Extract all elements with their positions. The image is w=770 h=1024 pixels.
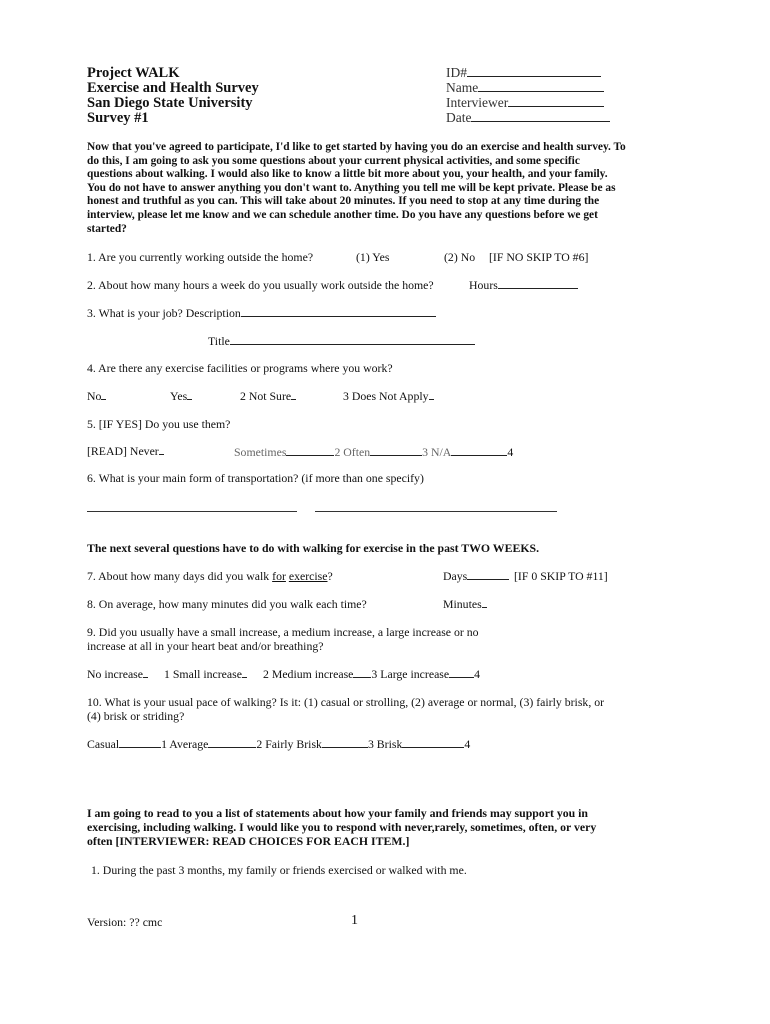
q7-skip-instruction: [IF 0 SKIP TO #11] [514,569,608,583]
q1-no-option[interactable]: (2) No [444,250,476,264]
q2-text: 2. About how many hours a week do you usually work outside the home? [87,278,434,292]
q3-description-blank [241,306,436,317]
q6-answer-line-1[interactable] [87,511,297,512]
q4-na-blank [429,389,434,400]
q4-text: 4. Are there any exercise facilities or programs where you work? [87,361,393,375]
interviewer-label: Interviewer [446,95,509,110]
q4-yes-label: Yes [170,389,188,403]
q5-four-label: 4 [507,445,514,459]
q3-title-blank [230,334,475,345]
q9-options[interactable] [87,667,480,681]
q6-text: 6. What is your main form of transportation? (if more than one specify) [87,471,424,485]
q9-small-increase-label: 1 Small increase [164,667,242,681]
q10-text: 10. What is your usual pace of walking? Is it: (1) casual or strolling, (2) average or normal, (3) fairly brisk, or (4) brisk or striding? [87,695,605,723]
survey-title: Exercise and Health Survey [87,80,259,96]
q5-never-blank [159,444,164,455]
support-item-1: 1. During the past 3 months, my family or friends exercised or walked with me. [91,863,467,877]
q7-text [87,569,333,583]
q9-large-increase-blank [449,667,474,678]
support-section-intro: I am going to read to you a list of statements about how your family and friends may support you in exercising, including walking. I would like you to respond with never,rarely, sometimes, often, or very often [INTERVIEWER: READ CHOICES FOR EACH ITEM.] [87,806,597,848]
q1-yes-option[interactable]: (1) Yes [356,250,390,264]
q4-na-option[interactable] [343,389,434,403]
q4-no-option[interactable] [87,389,106,403]
q9-no-increase-blank [143,667,148,678]
q9-text: 9. Did you usually have a small increase, a medium increase, a large increase or no increase at all in your heart beat and/or breathing? [87,625,479,653]
q4-no-label: No [87,389,102,403]
q10-casual-label: Casual [87,737,120,751]
q5-na-label: 3 N/A [422,445,452,459]
q6-answer-line-2[interactable] [315,511,557,512]
q1-text: 1. Are you currently working outside the home? [87,250,314,264]
q10-options[interactable] [87,737,470,751]
q8-text: 8. On average, how many minutes did you walk each time? [87,597,367,611]
q5-often-blank [370,445,422,456]
name-label: Name [446,80,479,95]
q8-minutes-blank [482,597,487,608]
walking-section-heading: The next several questions have to do with walking for exercise in the past TWO WEEKS. [87,541,540,555]
university-name: San Diego State University [87,95,253,111]
q3-description-field[interactable] [87,306,436,320]
q5-na-blank [451,445,507,456]
q9-no-increase-label: No increase [87,667,144,681]
q10-fairly-brisk-label: 2 Fairly Brisk [256,737,322,751]
q2-hours-field[interactable] [469,278,578,292]
q4-na-label: 3 Does Not Apply [343,389,429,403]
q4-not-sure-label: 2 Not Sure [240,389,292,403]
q10-casual-blank [119,737,161,748]
q7-text-start: 7. About how many days did you walk [87,569,273,583]
q5-sometimes-label: Sometimes [234,445,287,459]
q3-title-field[interactable] [208,334,475,348]
q8-minutes-field[interactable] [443,597,487,611]
q5-often-label: 2 Often [334,445,371,459]
q3-text: 3. What is your job? Description [87,306,241,320]
interviewer-field[interactable] [446,95,604,111]
q9-small-increase-blank [242,667,247,678]
date-label: Date [446,110,472,125]
name-blank [478,80,604,92]
q5-never-label: [READ] Never [87,444,159,458]
q10-four-label: 4 [464,737,471,751]
q8-minutes-label: Minutes [443,597,482,611]
survey-number: Survey #1 [87,110,149,126]
q5-text: 5. [IF YES] Do you use them? [87,417,231,431]
q9-four-label: 4 [474,667,481,681]
q4-yes-option[interactable] [170,389,192,403]
q7-text-exercise: exercise [288,569,328,583]
q7-text-end: ? [327,569,333,583]
intro-paragraph: Now that you've agreed to participate, I'd like to get started by having you do an exercise and health survey. To do this, I am going to ask you some questions about your current physical activities, and some specific questions about walking. I would also like to know a little bit more about you, your health, and your family. You do not have to answer anything you don't want to. Anything you tell me will be kept private. Please be as honest and truthful as you can. This will take about 20 minutes. If you need to stop at any time during the interview, please let me know and we can schedule another time. Do you have any questions before we get started? [87,141,626,235]
id-label: ID# [446,65,467,80]
q9-medium-increase-blank [353,667,371,678]
q4-yes-blank [187,389,192,400]
q9-medium-increase-label: 2 Medium increase [262,667,354,681]
q7-text-for: for [272,569,286,583]
q5-never-option[interactable] [87,444,164,458]
interviewer-blank [508,95,604,107]
q5-sometimes-blank [286,445,334,456]
q10-brisk-label: 3 Brisk [367,737,403,751]
page-number: 1 [351,913,358,928]
q2-hours-blank [498,278,578,289]
q4-not-sure-option[interactable] [240,389,296,403]
date-field[interactable] [446,110,610,126]
q10-fairly-brisk-blank [322,737,368,748]
date-blank [471,110,610,122]
project-title: Project WALK [87,65,180,81]
q7-days-label: Days [443,569,468,583]
id-blank [467,65,601,77]
q10-average-label: 1 Average [161,737,209,751]
id-field[interactable] [446,65,601,81]
q9-large-increase-label: 3 Large increase [371,667,450,681]
name-field[interactable] [446,80,604,96]
q1-skip-instruction: [IF NO SKIP TO #6] [489,250,589,264]
q3-title-label: Title [208,334,230,348]
q4-no-blank [101,389,106,400]
q2-hours-label: Hours [469,278,498,292]
q7-days-blank [467,569,509,580]
q10-brisk-blank [402,737,464,748]
q7-days-field[interactable] [443,569,509,583]
q4-not-sure-blank [291,389,296,400]
version-label: Version: ?? cmc [87,915,163,929]
q5-scale-options[interactable] [234,445,513,459]
q10-average-blank [208,737,256,748]
